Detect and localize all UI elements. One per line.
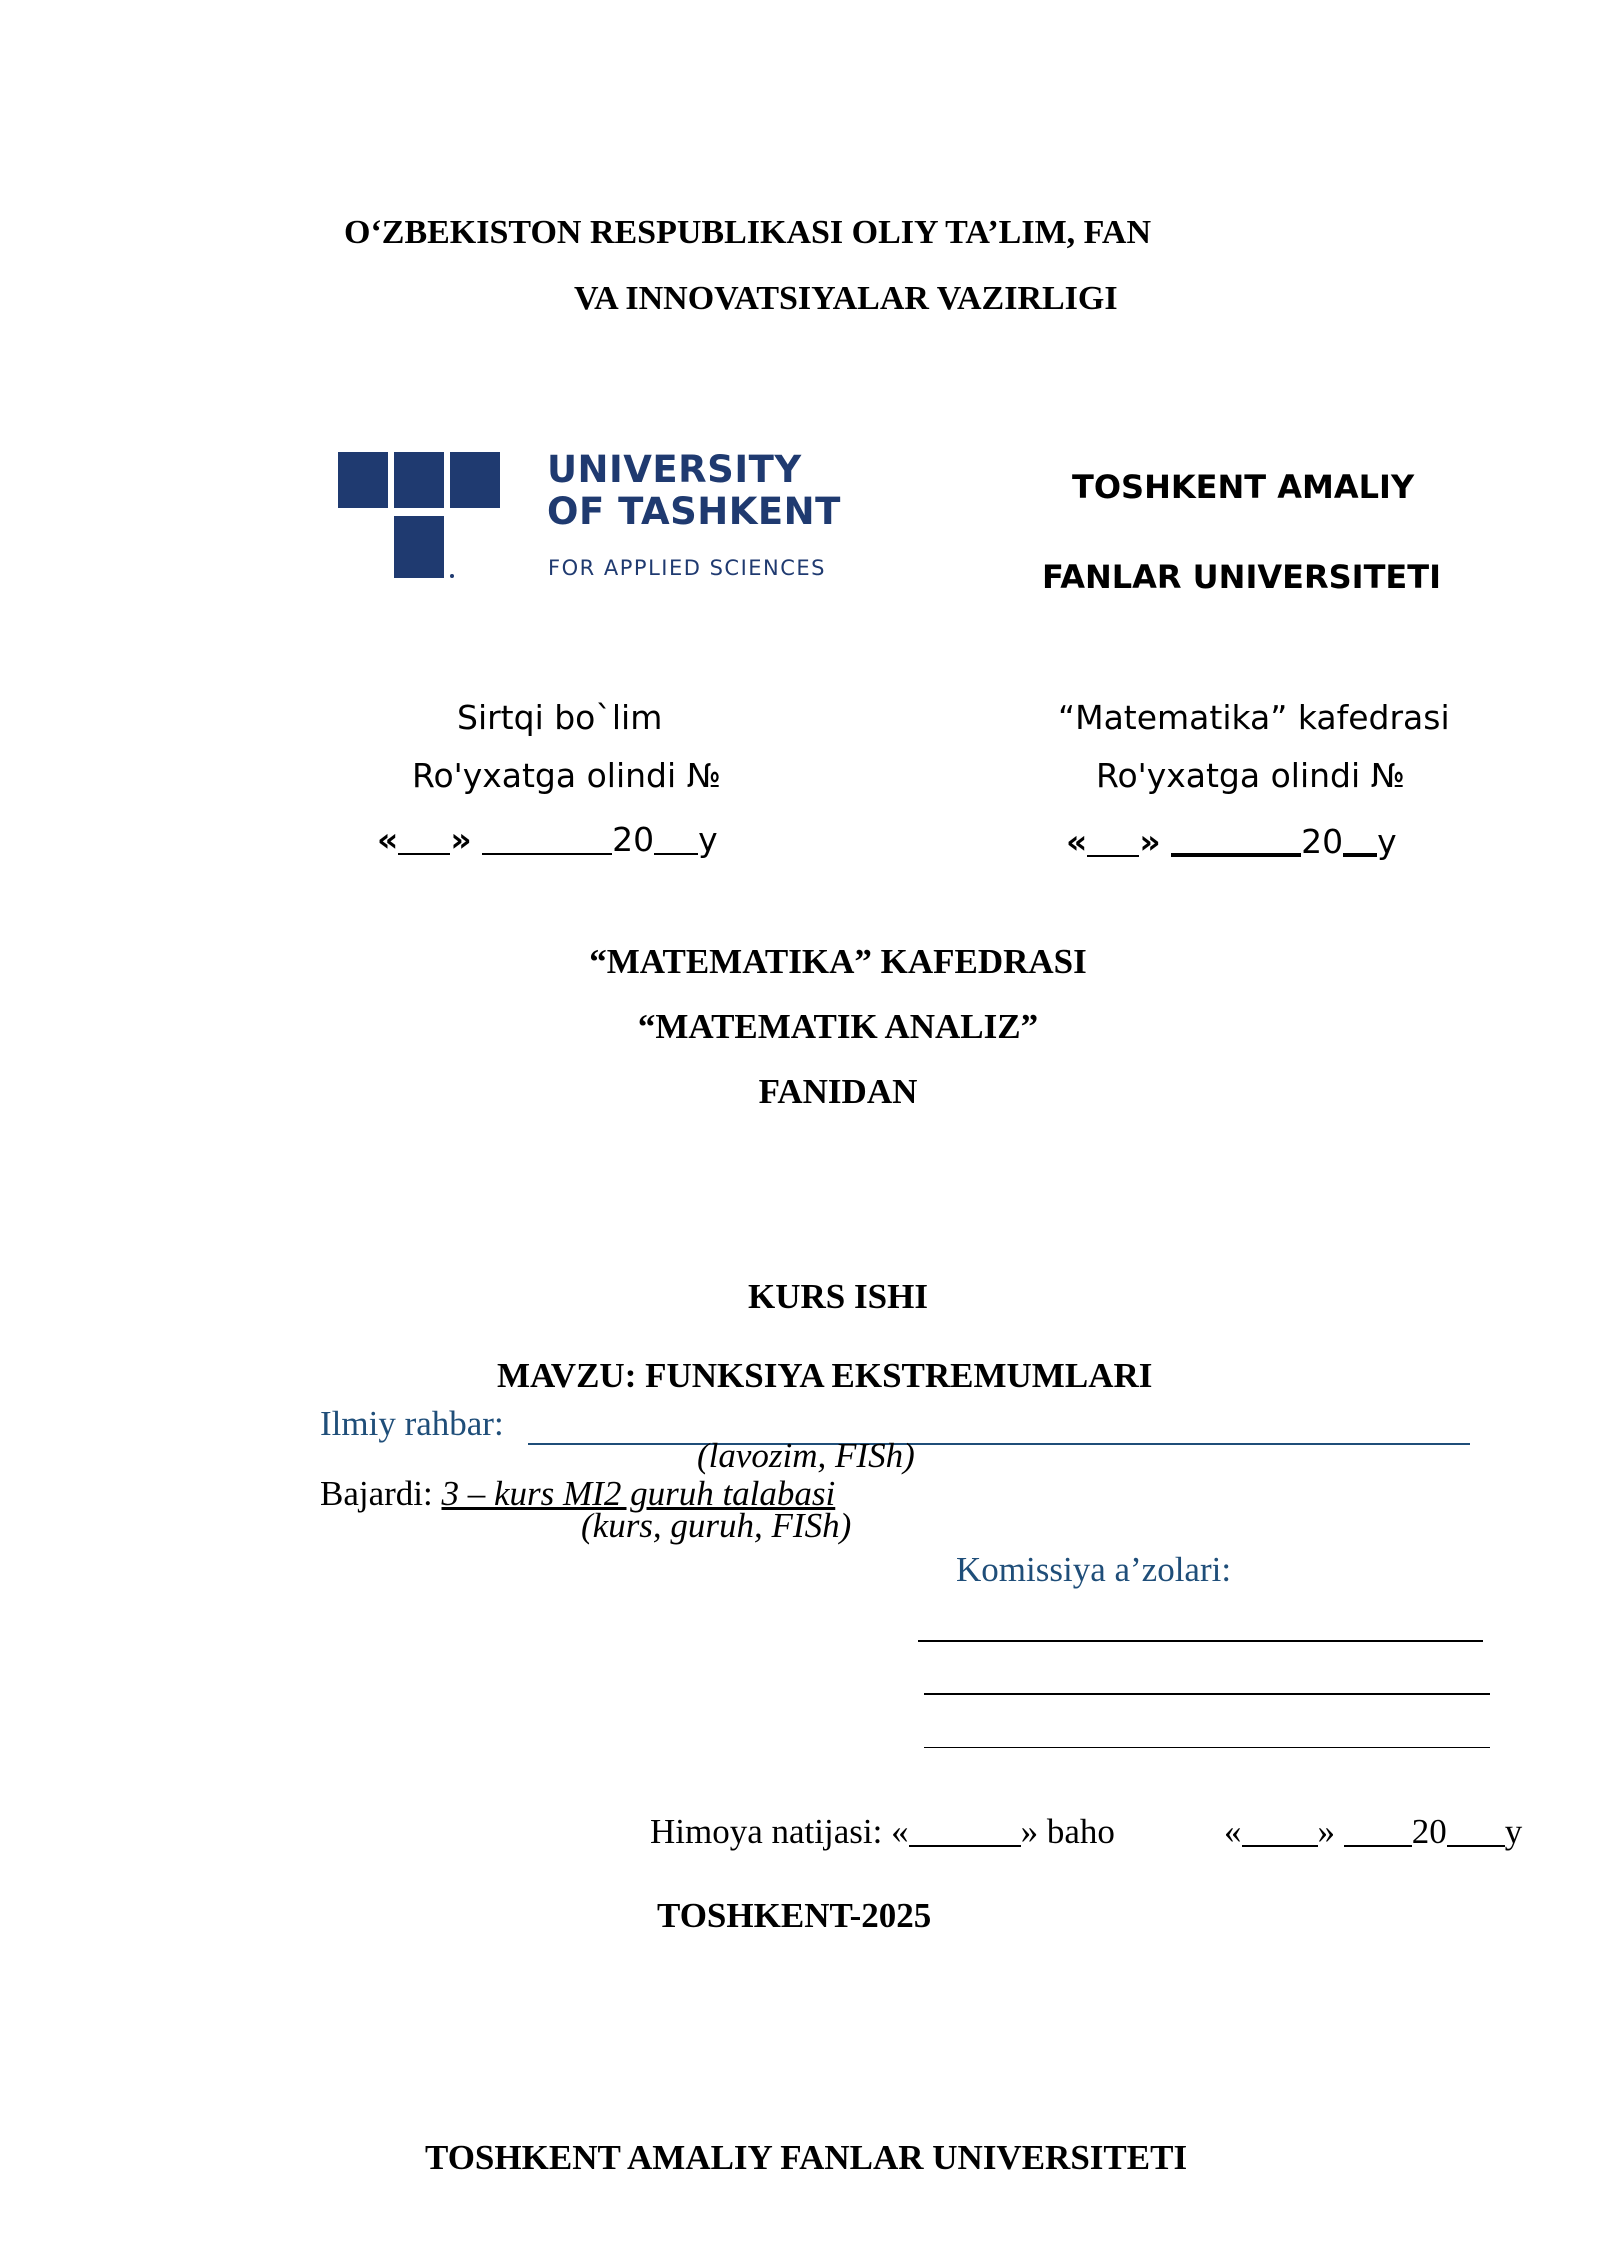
commission-label: Komissiya a’zolari: [956,1550,1232,1589]
commission-line-1[interactable] [918,1640,1483,1642]
logo-text-line-3: FOR APPLIED SCIENCES [548,556,827,580]
year-blank[interactable] [654,820,698,855]
date-month-blank[interactable] [1344,1810,1412,1847]
date-month-blank[interactable] [1171,820,1301,857]
commission-line-2[interactable] [924,1693,1490,1695]
right-registration-label: Ro'yxatga olindi № [1096,756,1405,795]
year-suffix: y [698,820,718,859]
date-day-blank[interactable] [1242,1810,1318,1847]
right-department: “Matematika” kafedrasi [1058,698,1450,737]
defense-label: Himoya natijasi: [650,1812,883,1851]
date-month-blank[interactable] [482,820,612,855]
year-prefix: 20 [1301,822,1344,861]
date-open-quote: « [1066,822,1088,861]
date-open-quote: « [1224,1812,1242,1851]
university-name-line-1: TOSHKENT AMALIY [1072,468,1415,506]
year-prefix: 20 [612,820,655,859]
year-suffix: y [1377,822,1397,861]
performer-hint: (kurs, guruh, FISh) [581,1506,852,1545]
logo-text-line-1: UNIVERSITY [547,448,802,491]
grade-close: » baho [1020,1812,1115,1851]
ministry-line-2: VA INNOVATSIYALAR VAZIRLIGI [574,280,1118,317]
supervisor-line[interactable] [528,1443,1470,1445]
year-blank[interactable] [1343,820,1377,857]
date-close-quote: » [1317,1812,1335,1851]
date-day-blank[interactable] [1087,822,1139,857]
defense-row [650,1810,1115,1852]
ministry-line-1: O‘ZBEKISTON RESPUBLIKASI OLIY TA’LIM, FAN [344,214,1152,251]
right-registration-date [1066,820,1397,861]
year-suffix: y [1504,1812,1523,1851]
kafedra-title: “MATEMATIKA” KAFEDRASI [589,942,1087,981]
defense-date [1224,1810,1522,1852]
left-department: Sirtqi bo`lim [457,698,663,737]
performer-value[interactable]: 3 – kurs MI2 guruh talabasi [441,1474,836,1513]
commission-line-3[interactable] [924,1747,1490,1748]
logo-text-line-2: OF TASHKENT [547,490,841,533]
university-logo [336,448,841,585]
footer-university: TOSHKENT AMALIY FANLAR UNIVERSITETI [425,2138,1188,2177]
topic-title: MAVZU: FUNKSIYA EKSTREMUMLARI [497,1356,1153,1395]
university-name-line-2: FANLAR UNIVERSITETI [1042,558,1441,596]
year-prefix: 20 [1411,1812,1447,1851]
kurs-ishi-title: KURS ISHI [748,1277,928,1316]
grade-open-quote: « [891,1812,909,1851]
supervisor-label: Ilmiy rahbar: [320,1404,504,1443]
left-registration-date [377,820,718,859]
supervisor-hint: (lavozim, FISh) [697,1436,915,1475]
date-close-quote: » [450,820,472,859]
date-close-quote: » [1139,822,1161,861]
year-blank[interactable] [1447,1810,1505,1847]
grade-blank[interactable] [909,1810,1021,1847]
fanidan-title: FANIDAN [758,1072,918,1111]
left-registration-label: Ro'yxatga olindi № [412,756,721,795]
performer-label: Bajardi: [320,1474,433,1513]
subject-title: “MATEMATIK ANALIZ” [637,1007,1039,1046]
logo-mark-icon [336,450,506,585]
date-day-blank[interactable] [398,820,450,855]
city-year: TOSHKENT-2025 [657,1896,932,1935]
date-open-quote: « [377,820,399,859]
